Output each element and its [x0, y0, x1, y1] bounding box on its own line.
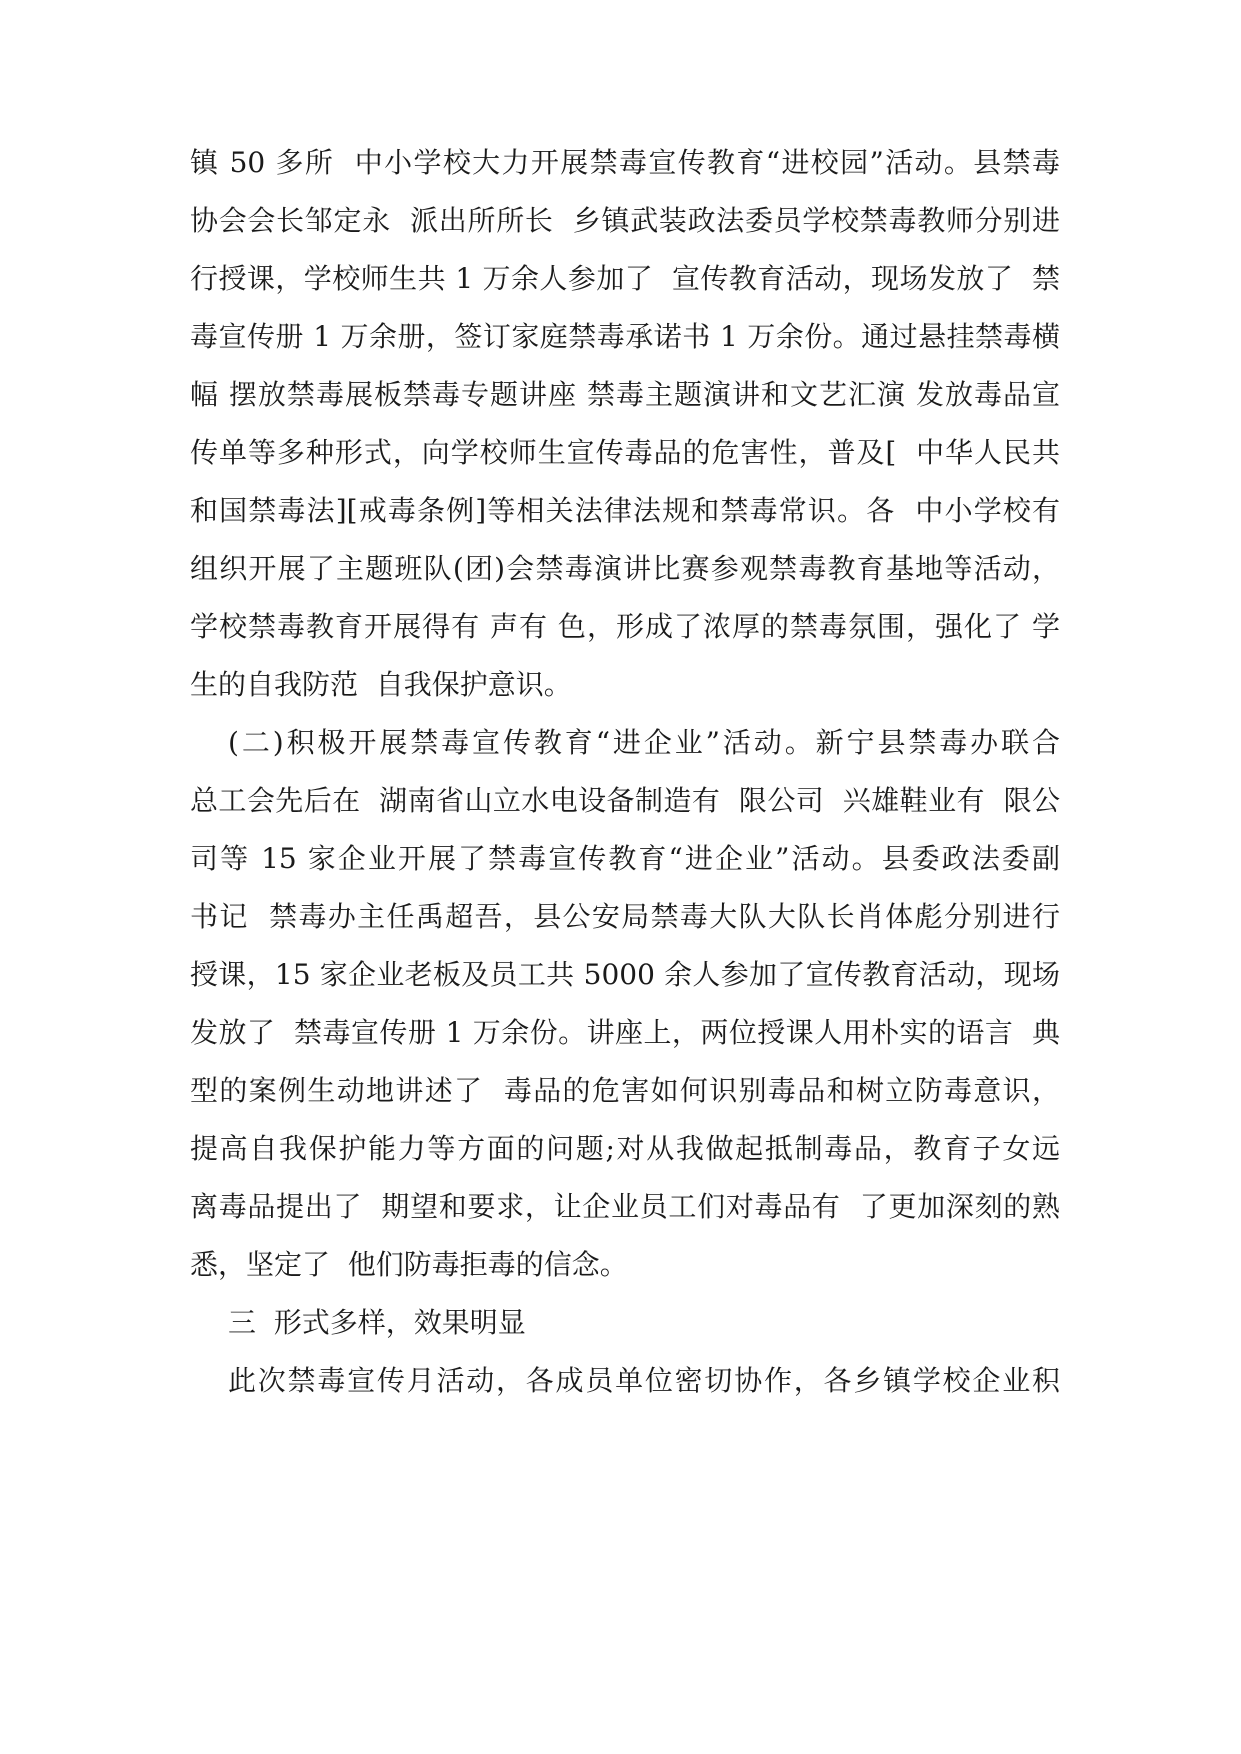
text-line: 授课，15 家企业老板及员工共 5000 余人参加了宣传教育活动，现场	[190, 958, 1060, 991]
text-line: 司等 15 家企业开展了禁毒宣传教育“进企业”活动。县委政法委副	[190, 842, 1060, 875]
text-line: 书记 禁毒办主任禹超吾，县公安局禁毒大队大队长肖体彪分别进行	[190, 900, 1060, 933]
text-line: 提高自我保护能力等方面的问题;对从我做起抵制毒品，教育子女远	[190, 1132, 1060, 1165]
text-line: 行授课，学校师生共 1 万余人参加了 宣传教育活动，现场发放了 禁	[190, 262, 1060, 295]
text-line: 离毒品提出了 期望和要求，让企业员工们对毒品有 了更加深刻的熟	[190, 1190, 1060, 1223]
text-line: 总工会先后在 湖南省山立水电设备制造有 限公司 兴雄鞋业有 限公	[190, 784, 1060, 817]
text-line: 组织开展了主题班队(团)会禁毒演讲比赛参观禁毒教育基地等活动，	[190, 552, 1060, 585]
text-line: 悉，坚定了 他们防毒拒毒的信念。	[190, 1248, 628, 1281]
text-line: 和国禁毒法][戒毒条例]等相关法律法规和禁毒常识。各 中小学校有	[190, 494, 1060, 527]
text-line: 发放了 禁毒宣传册 1 万余份。讲座上，两位授课人用朴实的语言 典	[190, 1016, 1060, 1049]
text-line: 协会会长邹定永 派出所所长 乡镇武装政法委员学校禁毒教师分别进	[190, 204, 1060, 237]
text-line: 生的自我防范 自我保护意识。	[190, 668, 572, 701]
text-line: 镇 50 多所 中小学校大力开展禁毒宣传教育“进校园”活动。县禁毒	[190, 146, 1060, 179]
text-line: 传单等多种形式，向学校师生宣传毒品的危害性，普及[ 中华人民共	[190, 436, 1060, 469]
text-line: 此次禁毒宣传月活动，各成员单位密切协作，各乡镇学校企业积	[228, 1364, 1060, 1397]
text-line: 学校禁毒教育开展得有 声有 色，形成了浓厚的禁毒氛围，强化了 学	[190, 610, 1060, 643]
text-line: 幅 摆放禁毒展板禁毒专题讲座 禁毒主题演讲和文艺汇演 发放毒品宣	[190, 378, 1060, 411]
text-line: 毒宣传册 1 万余册，签订家庭禁毒承诺书 1 万余份。通过悬挂禁毒横	[190, 320, 1060, 353]
text-line: (二)积极开展禁毒宣传教育“进企业”活动。新宁县禁毒办联合	[228, 726, 1060, 759]
text-line: 型的案例生动地讲述了 毒品的危害如何识别毒品和树立防毒意识，	[190, 1074, 1060, 1107]
section-heading: 三 形式多样，效果明显	[228, 1306, 526, 1339]
